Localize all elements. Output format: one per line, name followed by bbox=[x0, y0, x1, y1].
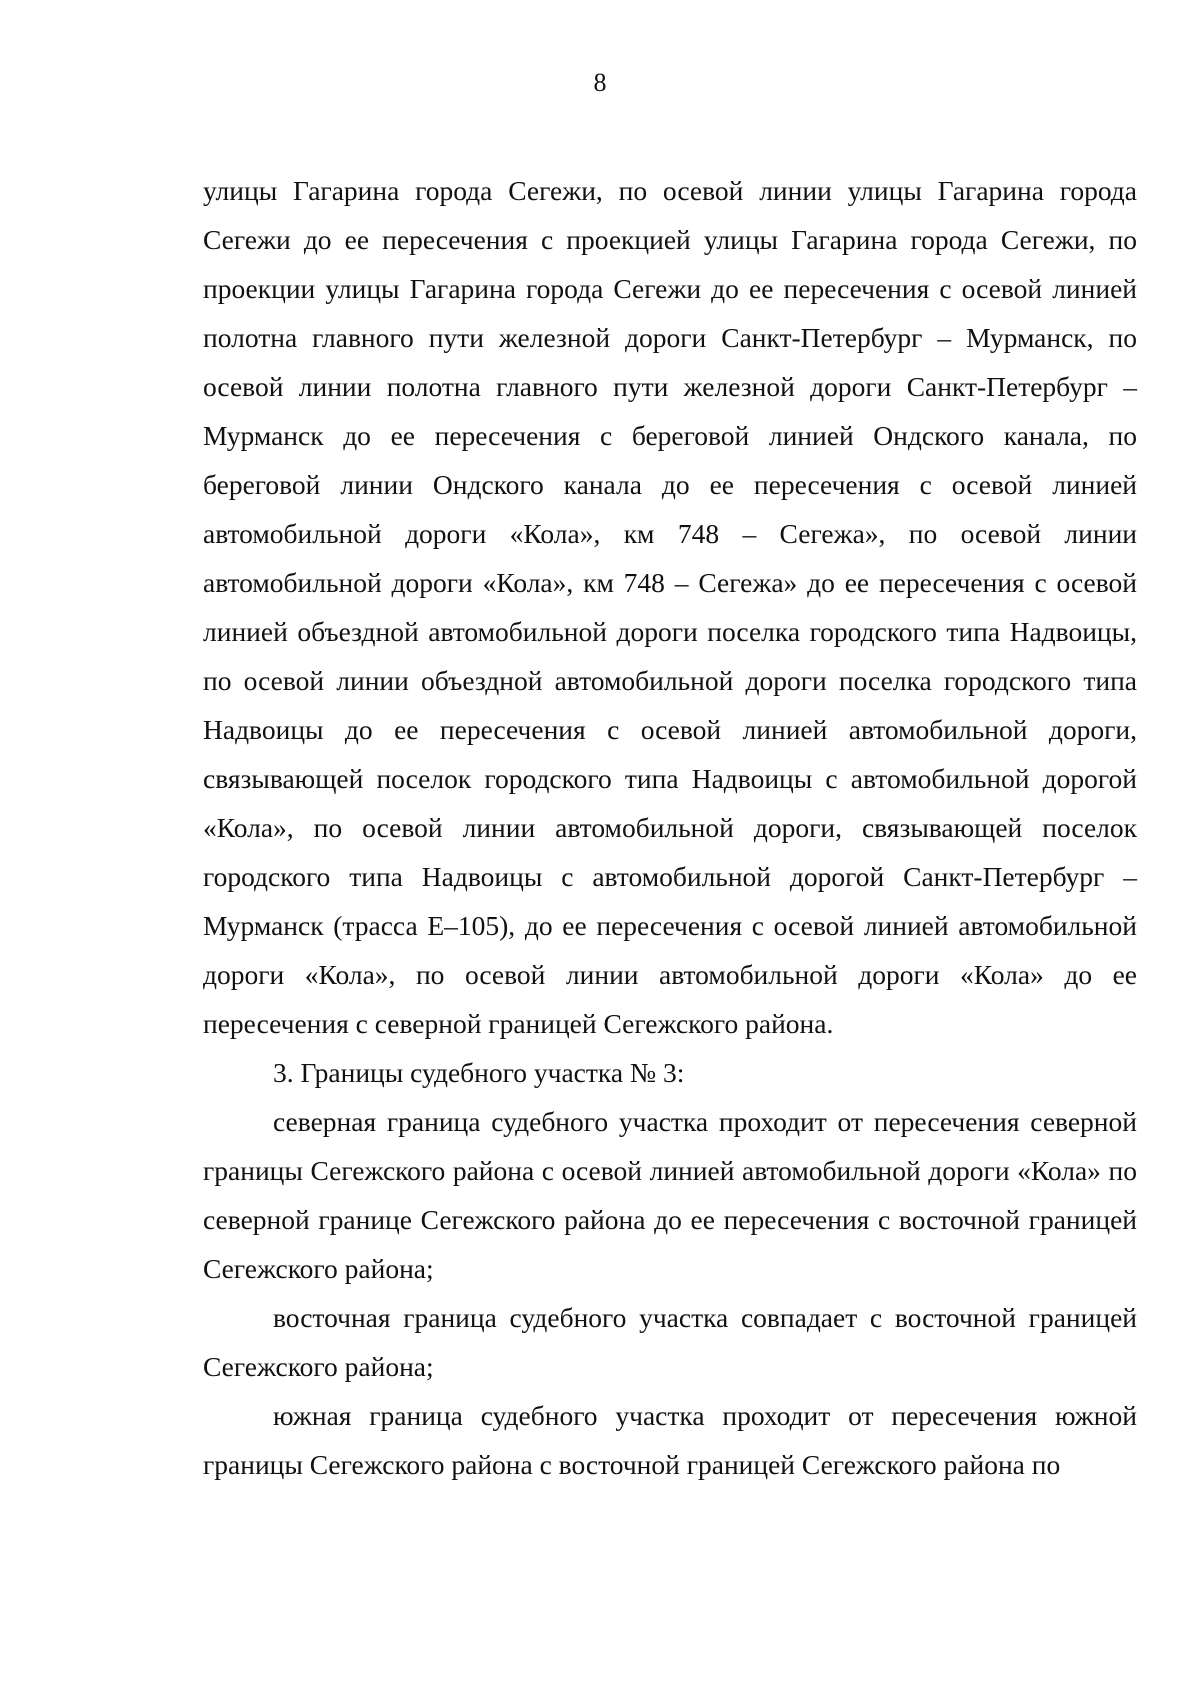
page-number: 8 bbox=[593, 68, 607, 97]
paragraph-south-boundary: южная граница судебного участка проходит от пересечения южной границы Сегежского района с восточной границей Сегежского района по bbox=[203, 1400, 1137, 1480]
section-heading: 3. Границы судебного участка № 3: bbox=[273, 1057, 685, 1088]
paragraph-north-boundary: северная граница судебного участка проходит от пересечения северной границы Сегежского района с осевой линией автомобильной дороги «Кола» по северной границе Сегежского района до ее пересечения с восточной границей Сегежского района; bbox=[203, 1106, 1137, 1284]
paragraph-east-boundary: восточная граница судебного участка совпадает с восточной границей Сегежского района; bbox=[203, 1302, 1137, 1382]
document-body bbox=[203, 166, 1137, 1489]
paragraph-continuation: улицы Гагарина города Сегежи, по осевой линии улицы Гагарина города Сегежи до ее пересечения с проекцией улицы Гагарина города Сегежи, по проекции улицы Гагарина города Сегежи до ее пересечения с осевой линией полотна главного пути железной дороги Санкт-Петербург – Мурманск, по осевой линии полотна главного пути железной дороги Санкт-Петербург – Мурманск до ее пересечения с береговой линией Ондского канала, по береговой линии Ондского канала до ее пересечения с осевой линией автомобильной дороги «Кола», км 748 – Сегежа», по осевой линии автомобильной дороги «Кола», км 748 – Сегежа» до ее пересечения с осевой линией объездной автомобильной дороги поселка городского типа Надвоицы, по осевой линии объездной автомобильной дороги поселка городского типа Надвоицы до ее пересечения с осевой линией автомобильной дороги, связывающей поселок городского типа Надвоицы с автомобильной дорогой «Кола», по осевой линии автомобильной дороги, связывающей поселок городского типа Надвоицы с автомобильной дорогой Санкт-Петербург – Мурманск (трасса Е–105), до ее пересечения с осевой линией автомобильной дороги «Кола», по осевой линии автомобильной дороги «Кола» до ее пересечения с северной границей Сегежского района. bbox=[203, 175, 1137, 1039]
